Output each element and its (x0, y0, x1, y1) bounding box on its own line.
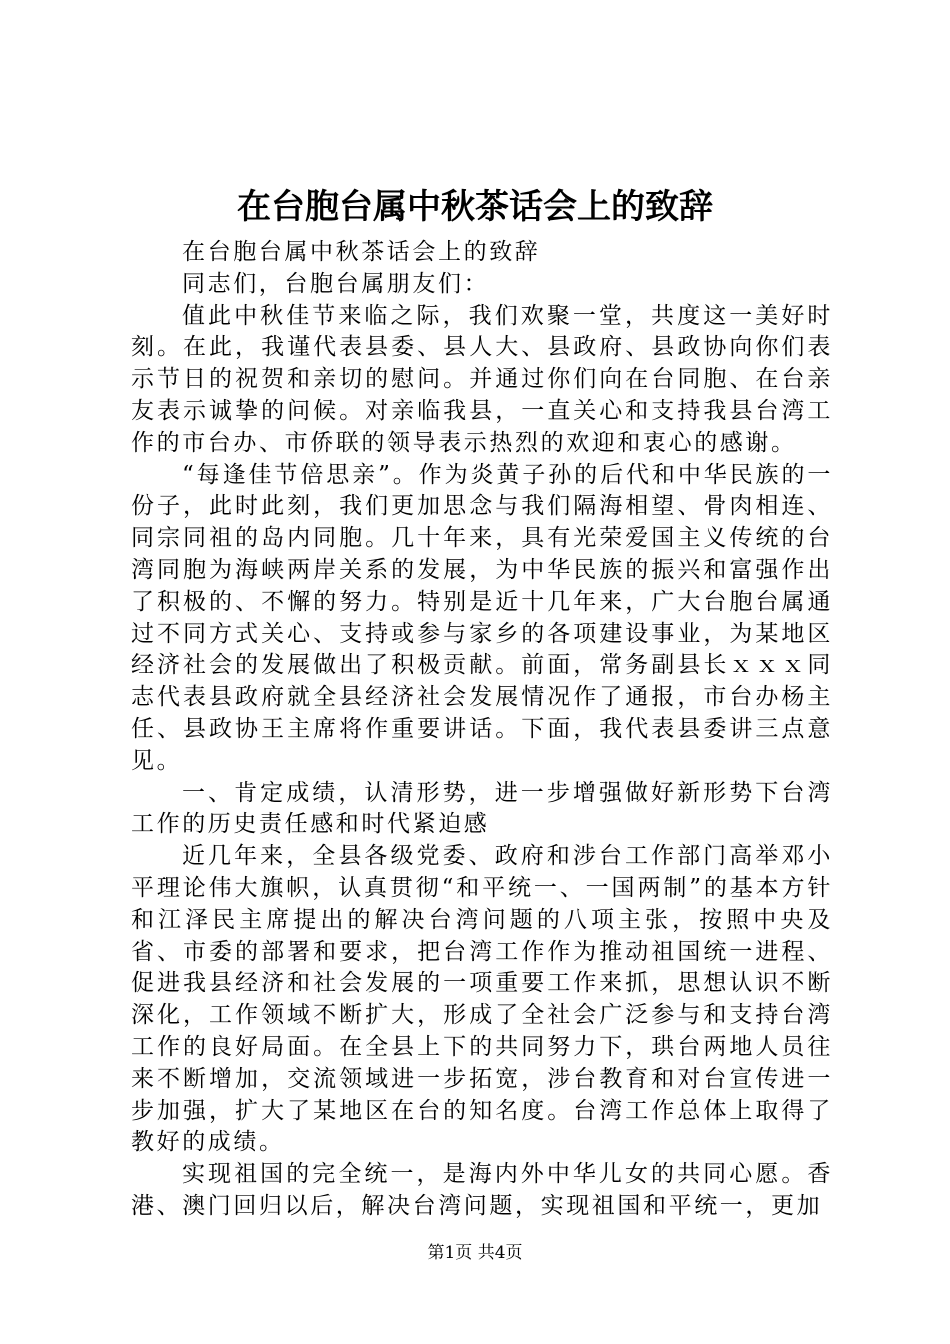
paragraph-salutation: 同志们，台胞台属朋友们： (182, 270, 490, 297)
document-title: 在台胞台属中秋茶话会上的致辞 (237, 187, 713, 227)
paragraph: 近几年来，全县各级党委、政府和涉台工作部门高举邓小平理论伟大旗帜，认真贯彻“和平统一、一国两制”的基本方针和江泽民主席提出的解决台湾问题的八项主张，按照中央及省、市委的部署和要求，把台湾工作作为推动祖国统一进程、促进我县经济和社会发展的一项重要工作来抓，思想认识不断深化，工作领域不断扩大，形成了全社会广泛参与和支持台湾工作的良好局面。在全县上下的共同努力下，珙台两地人员往来不断增加，交流领域进一步拓宽，涉台教育和对台宣传进一步加强，扩大了某地区在台的知名度。台湾工作总体上取得了教好的成绩。 (131, 843, 833, 1156)
paragraph: “每逢佳节倍思亲”。作为炎黄子孙的后代和中华民族的一份子，此时此刻，我们更加思念与我们隔海相望、骨肉相连、同宗同祖的岛内同胞。几十年来，具有光荣爱国主义传统的台湾同胞为海峡两岸关系的发展，为中华民族的振兴和富强作出了积极的、不懈的努力。特别是近十几年来，广大台胞台属通过不同方式关心、支持或参与家乡的各项建设事业，为某地区经济社会的发展做出了积极贡献。前面，常务副县长ｘｘｘ同志代表县政府就全县经济社会发展情况作了通报，市台办杨主任、县政协王主席将作重要讲话。下面，我代表县委讲三点意见。 (131, 461, 833, 774)
document-body (131, 237, 833, 1223)
page-footer: 第1页 共4页 (427, 1243, 523, 1263)
paragraph-subtitle: 在台胞台属中秋茶话会上的致辞 (182, 239, 541, 265)
paragraph: 值此中秋佳节来临之际，我们欢聚一堂，共度这一美好时刻。在此，我谨代表县委、县人大、县政府、县政协向你们表示节日的祝贺和亲切的慰问。并通过你们向在台同胞、在台亲友表示诚挚的问候。对亲临我县，一直关心和支持我县台湾工作的市台办、市侨联的领导表示热烈的欢迎和衷心的感谢。 (131, 302, 833, 456)
paragraph: 实现祖国的完全统一，是海内外中华儿女的共同心愿。香港、澳门回归以后，解决台湾问题，实现祖国和平统一，更加 (131, 1161, 833, 1219)
section-heading: 一、肯定成绩，认清形势，进一步增强做好新形势下台湾工作的历史责任感和时代紧迫感 (131, 779, 833, 838)
